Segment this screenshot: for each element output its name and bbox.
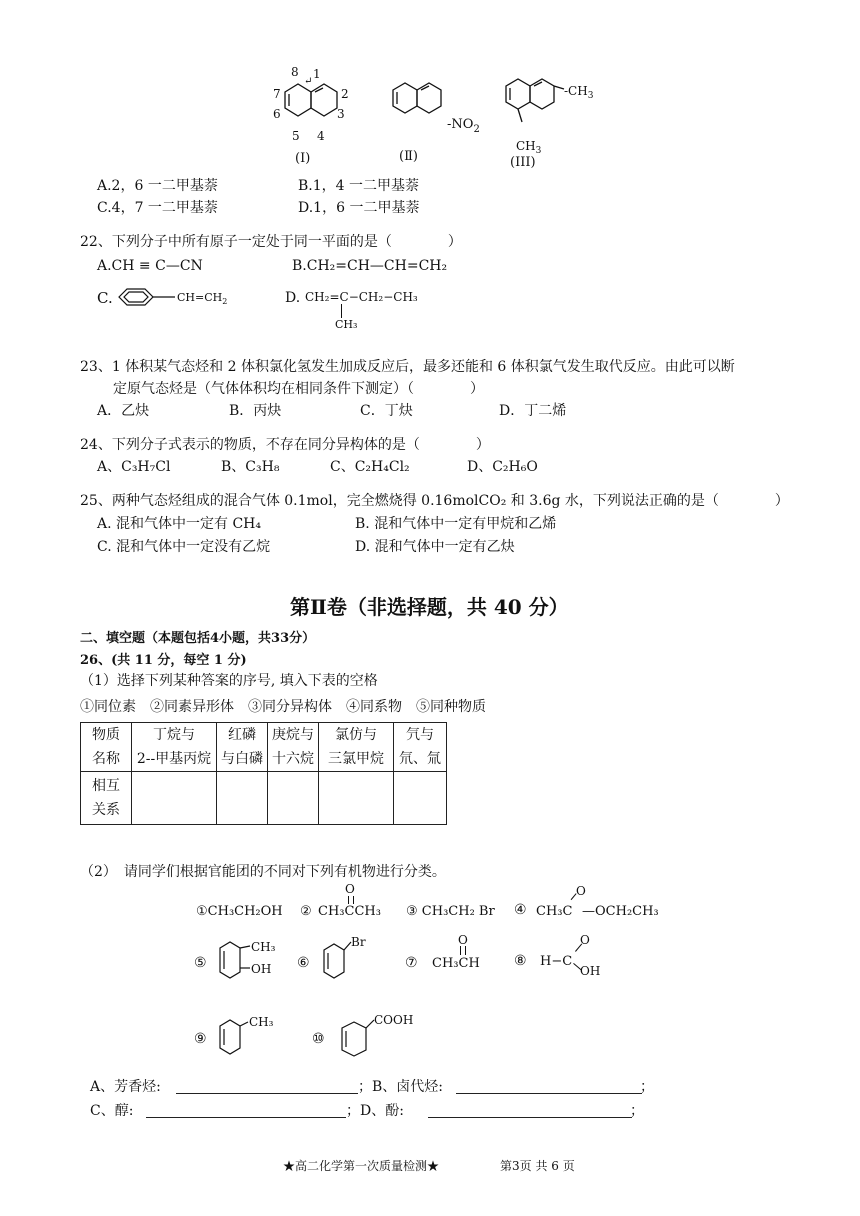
compound-8-num: ⑧ <box>514 953 527 969</box>
q23-option-c: C．丁炔 <box>360 403 413 419</box>
pos-1: 1 <box>313 67 321 81</box>
compound-8: H−C <box>540 954 573 969</box>
compound-1: ①CH₃CH₂OH <box>196 904 283 919</box>
q26-choices: ①同位素 ②同素异形体 ③同分异构体 ④同系物 ⑤同种物质 <box>80 699 486 715</box>
q23-stem-line2: 定原气态烃是（气体体积均在相同条件下测定）（ ） <box>113 381 484 397</box>
toluene-structure <box>214 1012 284 1060</box>
compound-2-dbond <box>348 896 354 904</box>
q21-option-b: B.1，4 一二甲基萘 <box>298 178 420 194</box>
q24-option-b: B、C₃H₈ <box>221 459 280 475</box>
ch3-top: $-CH_3$ <box>564 84 594 101</box>
row-header-names: 物质 名称 <box>81 723 132 772</box>
answer-cell-3[interactable] <box>268 772 319 825</box>
q21-option-c: C.4，7 一二甲基萘 <box>97 200 218 216</box>
section2-heading: 二、填空题（本题包括4小题，共33分） <box>80 631 316 646</box>
answer-d-label: ；D、酚: <box>346 1103 404 1119</box>
compound-10-num: ⑩ <box>312 1031 325 1047</box>
pos-arrow: ↵ <box>304 76 313 87</box>
dimethylnaphthalene-structure <box>500 62 630 172</box>
footer-page: 第3页 共 6 页 <box>500 1159 575 1173</box>
pos-5: 5 <box>292 129 300 143</box>
q25-option-d: D. 混和气体中一定有乙炔 <box>355 539 515 555</box>
q22-option-d-label: D. <box>285 290 301 306</box>
answer-a-blank[interactable] <box>176 1079 358 1094</box>
q24-option-a: A、C₃H₇Cl <box>97 459 171 475</box>
answer-b-label: ；B、卤代烃: <box>358 1079 444 1095</box>
q22-option-a: A.CH ≡ C—CN <box>97 258 203 274</box>
answer-c-label: C、醇: <box>90 1103 134 1119</box>
q22-option-d-bond <box>341 304 342 318</box>
compound-7-dbond <box>460 946 466 955</box>
col-butane: 丁烷与 2--甲基丙烷 <box>132 723 217 772</box>
q24-stem: 24、下列分子式表示的物质，不存在同分异构体的是（ ） <box>80 437 490 453</box>
q22-stem: 22、下列分子中所有原子一定处于同一平面的是（ ） <box>80 234 462 250</box>
q24-option-d: D、C₂H₆O <box>467 459 538 475</box>
answer-cell-5[interactable] <box>394 772 447 825</box>
q22-option-b: B.CH₂=CH—CH=CH₂ <box>292 258 448 274</box>
q25-option-a: A. 混和气体中一定有 CH₄ <box>97 516 261 532</box>
col-phosphorus: 红磷 与白磷 <box>217 723 268 772</box>
compound-4: CH₃C <box>536 904 573 919</box>
compound-5-num: ⑤ <box>194 955 207 971</box>
bromobenzene-structure <box>318 935 378 984</box>
q25-option-b: B. 混和气体中一定有甲烷和乙烯 <box>355 516 557 532</box>
toluene-ch3: CH₃ <box>249 1015 274 1029</box>
pos-3: 3 <box>337 107 345 121</box>
col-heptane: 庚烷与 十六烷 <box>268 723 319 772</box>
bromobenzene-br: Br <box>351 935 366 949</box>
compound-7-o: O <box>458 933 468 947</box>
compound-2-num: ② <box>300 904 312 919</box>
footer-title: ★高二化学第一次质量检测★ <box>283 1159 440 1173</box>
compound-8-oh: OH <box>580 964 601 978</box>
pos-8: 8 <box>291 65 299 79</box>
answer-a-label: A、芳香烃: <box>90 1079 161 1095</box>
compound-7: CH₃CH <box>432 956 480 971</box>
q26-sub2: （2） 请同学们根据官能团的不同对下列有机物进行分类。 <box>80 864 446 880</box>
pos-6: 6 <box>273 107 281 121</box>
q25-stem: 25、两种气态烃组成的混合气体 0.1mol，完全燃烧得 0.16molCO₂ 和 3.6g 水，下列说法正确的是（ ） <box>80 493 789 509</box>
compound-8-o: O <box>580 933 590 947</box>
compound-4-o: O <box>576 884 586 898</box>
q23-option-b: B．丙炔 <box>229 403 282 419</box>
compound-7-num: ⑦ <box>405 955 418 971</box>
ch3-bottom: $CH_3$ <box>516 139 542 156</box>
q22-option-d-branch: CH₃ <box>335 318 358 331</box>
answer-b-blank[interactable] <box>456 1079 642 1094</box>
part2-title: 第Ⅱ卷（非选择题，共 40 分） <box>290 595 569 619</box>
compound-4b: —OCH₂CH₃ <box>582 904 659 919</box>
o-cresol-oh: OH <box>251 962 272 976</box>
naphthalene-numbered-structure <box>265 62 365 172</box>
compound-4-num: ④ <box>514 902 527 918</box>
answer-c-blank[interactable] <box>146 1103 346 1118</box>
benzoic-acid-structure <box>334 1012 424 1062</box>
nitronaphthalene-structure <box>385 62 505 172</box>
col-chloroform: 氯仿与 三氯甲烷 <box>319 723 394 772</box>
pos-7: 7 <box>273 87 281 101</box>
q23-option-a: A．乙炔 <box>97 403 150 419</box>
q23-stem-line1: 23、1 体积某气态烃和 2 体积氯化氢发生加成反应后，最多还能和 6 体积氯气发生取代反应。由此可以断 <box>80 359 735 375</box>
row-header-relation: 相互 关系 <box>81 772 132 825</box>
compound-3: ③ CH₃CH₂ Br <box>406 904 495 919</box>
compound-2: CH₃CCH₃ <box>318 904 381 919</box>
o-cresol-ch3: CH₃ <box>251 940 276 954</box>
q25-option-c: C. 混和气体中一定没有乙烷 <box>97 539 271 555</box>
table-row <box>81 723 447 772</box>
answer-b-end: ； <box>640 1079 654 1095</box>
o-cresol-structure <box>214 938 284 984</box>
answer-cell-1[interactable] <box>132 772 217 825</box>
q22-option-c-label: C. <box>97 289 113 307</box>
styrene-structure <box>115 284 235 312</box>
benzoic-acid-cooh: COOH <box>374 1013 414 1027</box>
compound-9-num: ⑨ <box>194 1031 207 1047</box>
q26-heading: 26、(共 11 分，每空 1 分) <box>80 653 247 668</box>
col-hydrogen: 氕与 氘、氚 <box>394 723 447 772</box>
relationship-table <box>80 722 447 825</box>
q21-option-d: D.1，6 一二甲基萘 <box>298 200 420 216</box>
caption-iii: (III) <box>510 155 536 170</box>
answer-d-end: ； <box>630 1103 644 1119</box>
q21-option-a: A.2，6 一二甲基萘 <box>97 178 218 194</box>
compound-8-dbond <box>575 944 583 953</box>
caption-i: (Ⅰ) <box>295 151 311 166</box>
compound-2-o: O <box>345 882 355 896</box>
q24-option-c: C、C₂H₄Cl₂ <box>330 459 410 475</box>
q26-sub1: （1）选择下列某种答案的序号, 填入下表的空格 <box>80 673 378 689</box>
q23-option-d: D．丁二烯 <box>499 403 567 419</box>
answer-cell-4[interactable] <box>319 772 394 825</box>
caption-ii: (Ⅱ) <box>399 149 418 164</box>
answer-cell-2[interactable] <box>217 772 268 825</box>
q22-option-d-chain: CH₂=C−CH₂−CH₃ <box>305 290 418 304</box>
answer-d-blank[interactable] <box>428 1103 632 1118</box>
styrene-chain: $CH=CH_2$ <box>177 291 228 306</box>
table-row <box>81 772 447 825</box>
pos-2: 2 <box>341 87 349 101</box>
no2-group: $-NO_2$ <box>447 117 480 135</box>
pos-4: 4 <box>317 129 325 143</box>
compound-6-num: ⑥ <box>297 955 310 971</box>
